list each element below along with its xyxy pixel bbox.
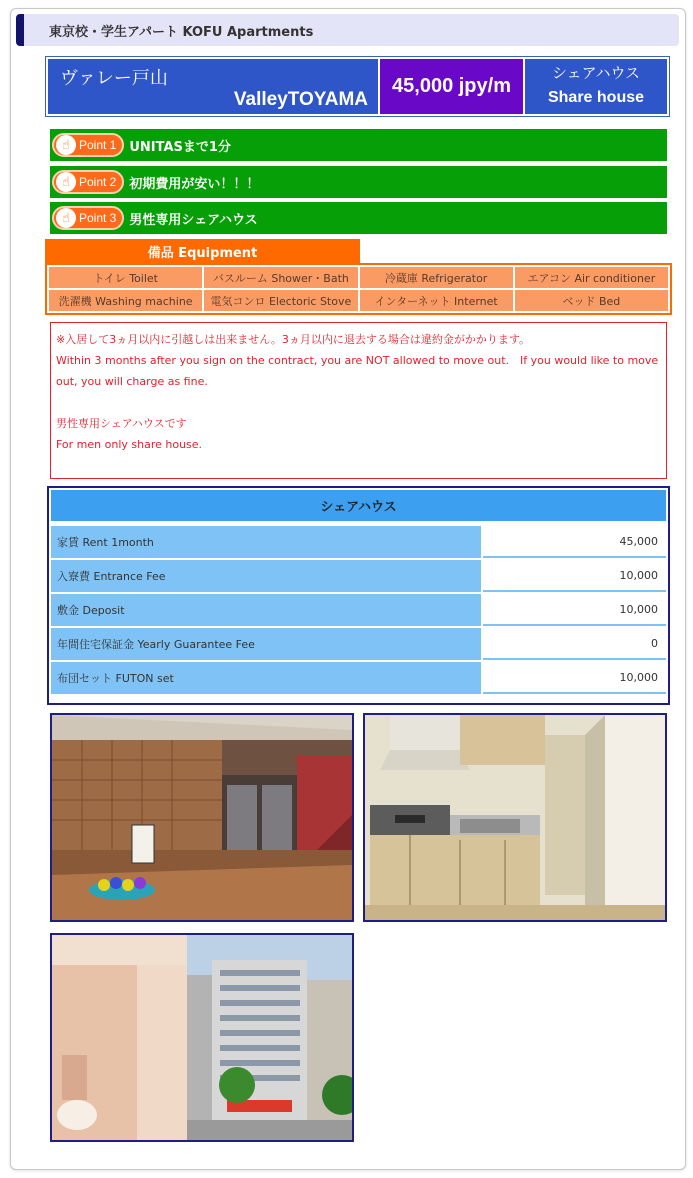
point-badge-label: Point 3 xyxy=(79,211,117,225)
table-row xyxy=(51,592,666,626)
point-row-3 xyxy=(50,202,667,234)
fee-value: 10,000 xyxy=(483,662,666,694)
property-name-en: ValleyTOYAMA xyxy=(233,89,368,110)
point-text: 初期費用が安い！！！ xyxy=(129,176,260,192)
equipment-heading: 備品 Equipment xyxy=(45,239,360,263)
entrance-lobby-photo[interactable] xyxy=(50,713,354,922)
equipment-item-bed: ベッド Bed xyxy=(515,290,668,311)
point-badge-label: Point 1 xyxy=(79,138,117,152)
equipment-item-bath: バスルーム Shower・Bath xyxy=(204,267,357,288)
property-name-box xyxy=(48,59,378,114)
pointing-hand-icon: ☝ xyxy=(56,208,76,228)
fee-label: 敷金 Deposit xyxy=(51,594,481,626)
point-badge xyxy=(52,133,124,157)
property-header xyxy=(45,56,670,117)
pointing-hand-icon: ☝ xyxy=(56,135,76,155)
equipment-item-refrigerator: 冷蔵庫 Refrigerator xyxy=(360,267,513,288)
equipment-item-internet: インターネット Internet xyxy=(360,290,513,311)
point-row-2 xyxy=(50,166,667,198)
bathroom-and-exterior-image xyxy=(52,935,352,1140)
equipment-item-toilet: トイレ Toilet xyxy=(49,267,202,288)
page-title: 東京校・学生アパート KOFU Apartments xyxy=(16,14,679,46)
fee-label: 家賃 Rent 1month xyxy=(51,526,481,558)
point-badge-label: Point 2 xyxy=(79,175,117,189)
point-text: UNITASまで1分 xyxy=(129,139,231,155)
table-row xyxy=(51,660,666,694)
fee-label: 布団セット FUTON set xyxy=(51,662,481,694)
point-badge xyxy=(52,206,124,230)
equipment-item-stove: 電気コンロ Electoric Stove xyxy=(204,290,357,311)
kitchen-photo[interactable] xyxy=(363,713,667,922)
property-type-en: Share house xyxy=(547,89,645,106)
pointing-hand-icon: ☝ xyxy=(56,172,76,192)
equipment-item-air-conditioner: エアコン Air conditioner xyxy=(515,267,668,288)
table-row xyxy=(51,524,666,558)
fee-value: 10,000 xyxy=(483,594,666,626)
entrance-lobby-image xyxy=(52,715,352,920)
fee-value: 10,000 xyxy=(483,560,666,592)
point-row-1 xyxy=(50,129,667,161)
price-box: 45,000 jpy/m xyxy=(380,59,523,114)
notice-men-only-jp: 男性専用シェアハウスです xyxy=(56,417,187,430)
notice-line-en: Within 3 months after you sign on the contract, you are NOT allowed to move out. If you would like to move out, you will charge as fine. xyxy=(56,354,659,388)
table-row xyxy=(51,626,666,660)
fee-label: 年間住宅保証金 Yearly Guarantee Fee xyxy=(51,628,481,660)
fee-table xyxy=(47,486,670,705)
equipment-item-washing-machine: 洗濯機 Washing machine xyxy=(49,290,202,311)
point-badge xyxy=(52,170,124,194)
fee-label: 入寮費 Entrance Fee xyxy=(51,560,481,592)
fee-value: 45,000 xyxy=(483,526,666,558)
fee-value: 0 xyxy=(483,628,666,660)
equipment-grid xyxy=(45,263,672,315)
table-row xyxy=(51,558,666,592)
point-text: 男性専用シェアハウス xyxy=(129,212,258,228)
notice-line-jp: ※入居して3ヵ月以内に引越しは出来ません。3ヵ月以内に退去する場合は違約金がかかります。 xyxy=(56,333,530,346)
notice-spacer xyxy=(56,392,661,413)
property-name-jp: ヴァレー戸山 xyxy=(60,68,168,89)
bathroom-and-exterior-photo[interactable] xyxy=(50,933,354,1142)
notice-box xyxy=(50,322,667,479)
kitchen-image xyxy=(365,715,665,920)
fee-table-heading: シェアハウス xyxy=(51,490,666,524)
notice-men-only-en: For men only share house. xyxy=(56,438,203,451)
property-type-jp: シェアハウス xyxy=(551,64,641,82)
property-type-box xyxy=(525,59,667,114)
